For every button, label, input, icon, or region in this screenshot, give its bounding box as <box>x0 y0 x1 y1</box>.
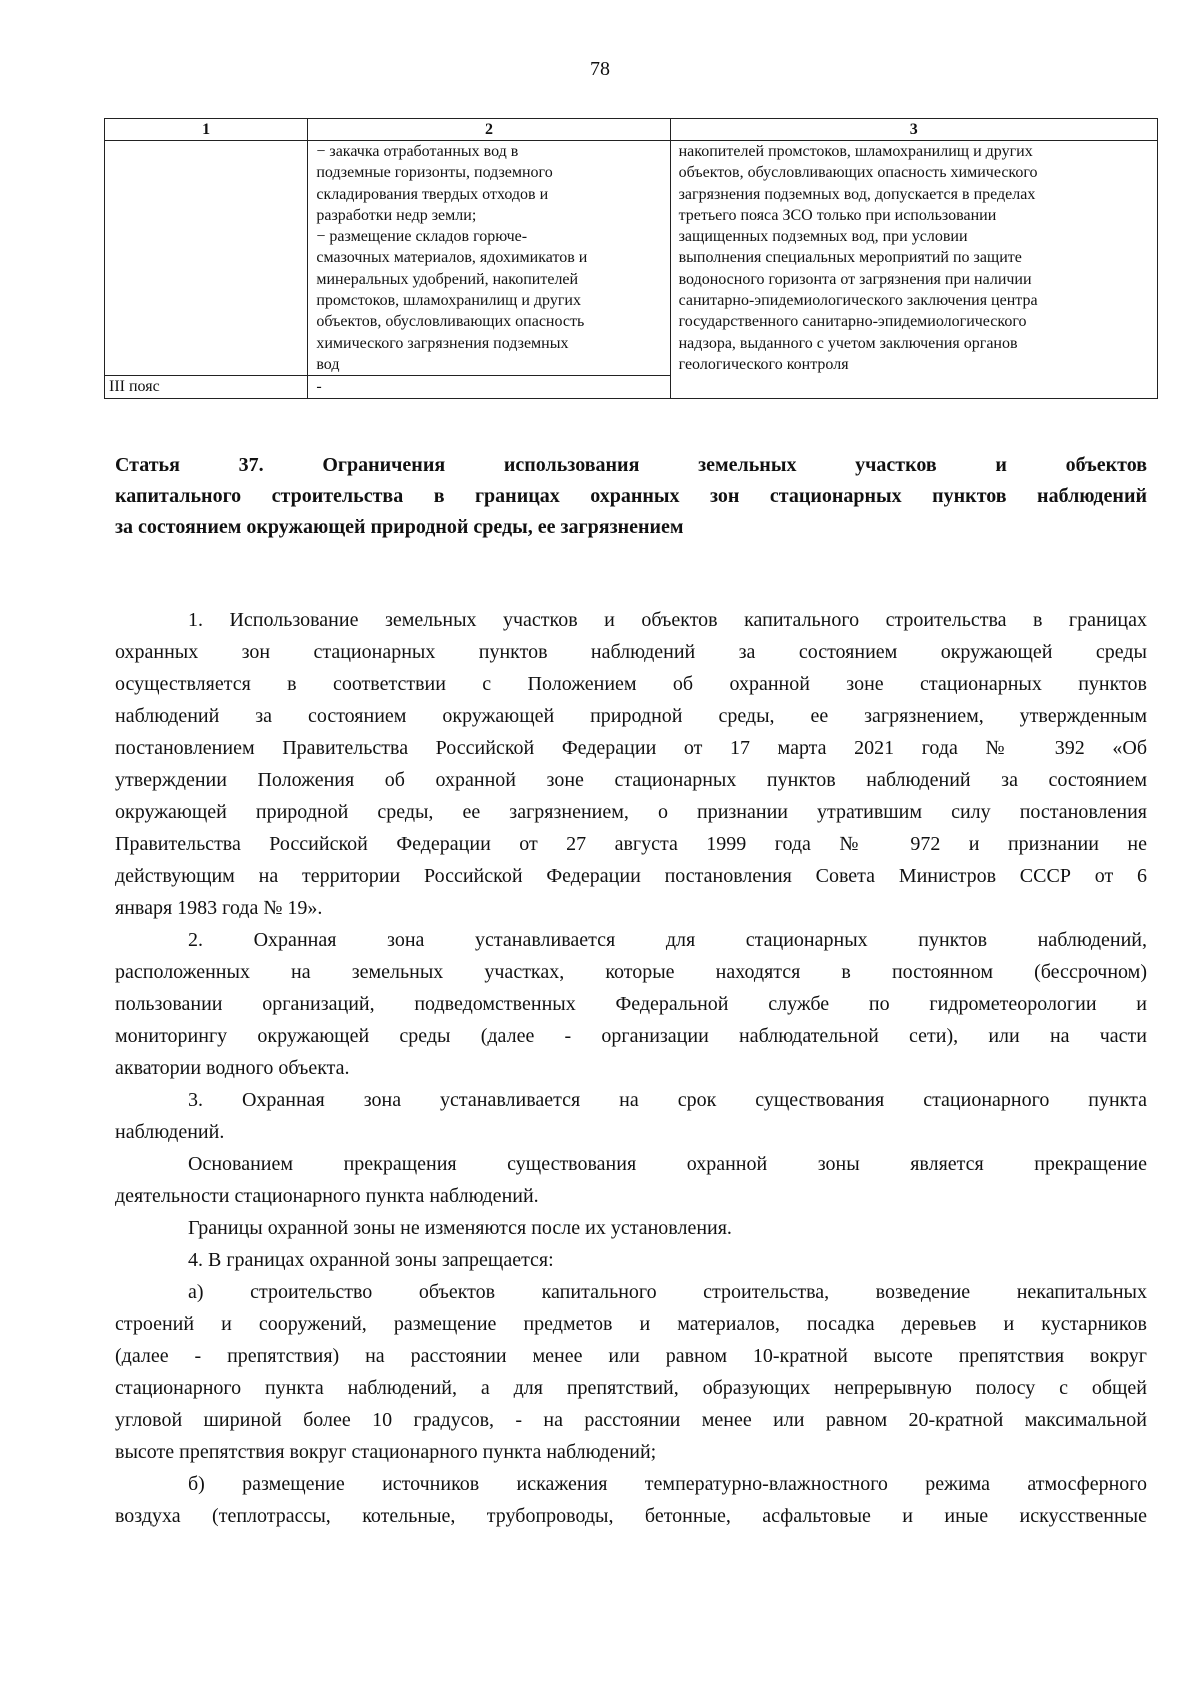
cell-text-line: выполнения специальных мероприятий по защите <box>678 249 1022 267</box>
paragraph-line: 1. Использование земельных участков и объектов капитального строительства в границах <box>188 609 1147 631</box>
cell-text-line: смазочных материалов, ядохимикатов и <box>316 249 588 267</box>
cell-text-line: геологического контроля <box>678 355 849 373</box>
paragraph-line: 2. Охранная зона устанавливается для стационарных пунктов наблюдений, <box>188 929 1147 951</box>
paragraph-line: расположенных на земельных участках, которые находятся в постоянном (бессрочном) <box>115 961 1147 983</box>
paragraph-line: строений и сооружений, размещение предметов и материалов, посадка деревьев и кустарников <box>115 1313 1147 1335</box>
table-cell <box>670 141 1157 399</box>
table-header-row <box>105 119 1158 141</box>
paragraph-line: стационарного пункта наблюдений, а для препятствий, образующих непрерывную полосу с общей <box>115 1377 1147 1399</box>
zso-table <box>104 118 1158 399</box>
article-title-line: за состоянием окружающей природной среды, ее загрязнением <box>115 516 684 538</box>
paragraph-line: мониторингу окружающей среды (далее - организации наблюдательной сети), или на части <box>115 1025 1147 1047</box>
cell-text-line: складирования твердых отходов и <box>316 185 549 203</box>
paragraph-line: деятельности стационарного пункта наблюдений. <box>115 1185 539 1207</box>
paragraph-line: осуществляется в соответствии с Положением об охранной зоне стационарных пунктов <box>115 673 1147 695</box>
cell-text-line: разработки недр земли; <box>316 206 477 224</box>
article-title <box>115 450 1147 543</box>
paragraph-line: Границы охранной зоны не изменяются после их установления. <box>188 1217 732 1239</box>
paragraph-line: 3. Охранная зона устанавливается на срок существования стационарного пункта <box>188 1089 1147 1111</box>
cell-text-line: − закачка отработанных вод в <box>316 143 519 160</box>
paragraph-line: утверждении Положения об охранной зоне стационарных пунктов наблюдений за состоянием <box>115 769 1147 791</box>
table-header-cell: 3 <box>670 119 1157 141</box>
cell-text-line: водоносного горизонта от загрязнения при наличии <box>678 270 1032 288</box>
article-body <box>115 604 1147 1532</box>
article-title-line: Статья 37. Ограничения использования земельных участков и объектов <box>115 454 1147 476</box>
cell-text-line: загрязнения подземных вод, допускается в пределах <box>678 185 1036 203</box>
cell-text-line: минеральных удобрений, накопителей <box>316 270 579 288</box>
paragraph-line: января 1983 года № 19». <box>115 897 323 919</box>
paragraph-line: б) размещение источников искажения температурно-влажностного режима атмосферного <box>188 1473 1147 1495</box>
paragraph-line: а) строительство объектов капитального строительства, возведение некапитальных <box>188 1281 1147 1303</box>
cell-text-line: надзора, выданного с учетом заключения органов <box>678 334 1018 352</box>
cell-text-line: промстоков, шламохранилищ и других <box>316 292 581 310</box>
paragraph-line: Основанием прекращения существования охранной зоны является прекращение <box>188 1153 1147 1175</box>
paragraph-line: постановлением Правительства Российской Федерации от 17 марта 2021 года № 392 «Об <box>115 737 1147 759</box>
paragraph-line: Правительства Российской Федерации от 27 августа 1999 года № 972 и признании не <box>115 833 1147 855</box>
cell-text-line: химического загрязнения подземных <box>316 334 569 352</box>
paragraph-line: угловой шириной более 10 градусов, - на расстоянии менее или равном 20-кратной максимальной <box>115 1409 1147 1431</box>
cell-text-line: санитарно-эпидемиологического заключения центра <box>678 292 1038 310</box>
paragraph-line: воздуха (теплотрассы, котельные, трубопроводы, бетонные, асфальтовые и иные искусственные <box>115 1505 1147 1527</box>
table-cell <box>308 141 670 376</box>
cell-text-line: накопителей промстоков, шламохранилищ и других <box>678 143 1033 160</box>
table-cell: - <box>308 376 670 398</box>
cell-text-line: защищенных подземных вод, при условии <box>678 228 968 246</box>
paragraph-line: наблюдений. <box>115 1121 225 1143</box>
table-row <box>105 141 1158 376</box>
paragraph-line: окружающей природной среды, ее загрязнением, о признании утратившим силу постановления <box>115 801 1147 823</box>
paragraph-line: высоте препятствия вокруг стационарного пункта наблюдений; <box>115 1441 657 1463</box>
page-number: 78 <box>590 58 610 80</box>
article-title-line: капитального строительства в границах охранных зон стационарных пунктов наблюдений <box>115 485 1147 507</box>
cell-text-line: вод <box>316 355 340 373</box>
paragraph-line: охранных зон стационарных пунктов наблюдений за состоянием окружающей среды <box>115 641 1147 663</box>
cell-text-line: объектов, обусловливающих опасность <box>316 313 585 331</box>
paragraph-line: действующим на территории Российской Федерации постановления Совета Министров СССР от 6 <box>115 865 1147 887</box>
paragraph-line: пользовании организаций, подведомственных Федеральной службе по гидрометеорологии и <box>115 993 1147 1015</box>
paragraph-line: наблюдений за состоянием окружающей природной среды, ее загрязнением, утвержденным <box>115 705 1147 727</box>
paragraph-line: 4. В границах охранной зоны запрещается: <box>188 1249 554 1271</box>
cell-text-line: − размещение складов горюче- <box>316 228 528 246</box>
table-cell <box>105 141 308 376</box>
table-header-cell: 2 <box>308 119 670 141</box>
table-header-cell: 1 <box>105 119 308 141</box>
cell-text-line: третьего пояса ЗСО только при использовании <box>678 206 997 224</box>
paragraph-line: акватории водного объекта. <box>115 1057 350 1079</box>
cell-text-line: подземные горизонты, подземного <box>316 164 553 182</box>
cell-text-line: государственного санитарно-эпидемиологического <box>678 313 1027 331</box>
cell-text-line: объектов, обусловливающих опасность химического <box>678 164 1038 182</box>
table-cell: III пояс <box>105 376 308 398</box>
paragraph-line: (далее - препятствия) на расстоянии менее или равном 10-кратной высоте препятствия вокруг <box>115 1345 1147 1367</box>
